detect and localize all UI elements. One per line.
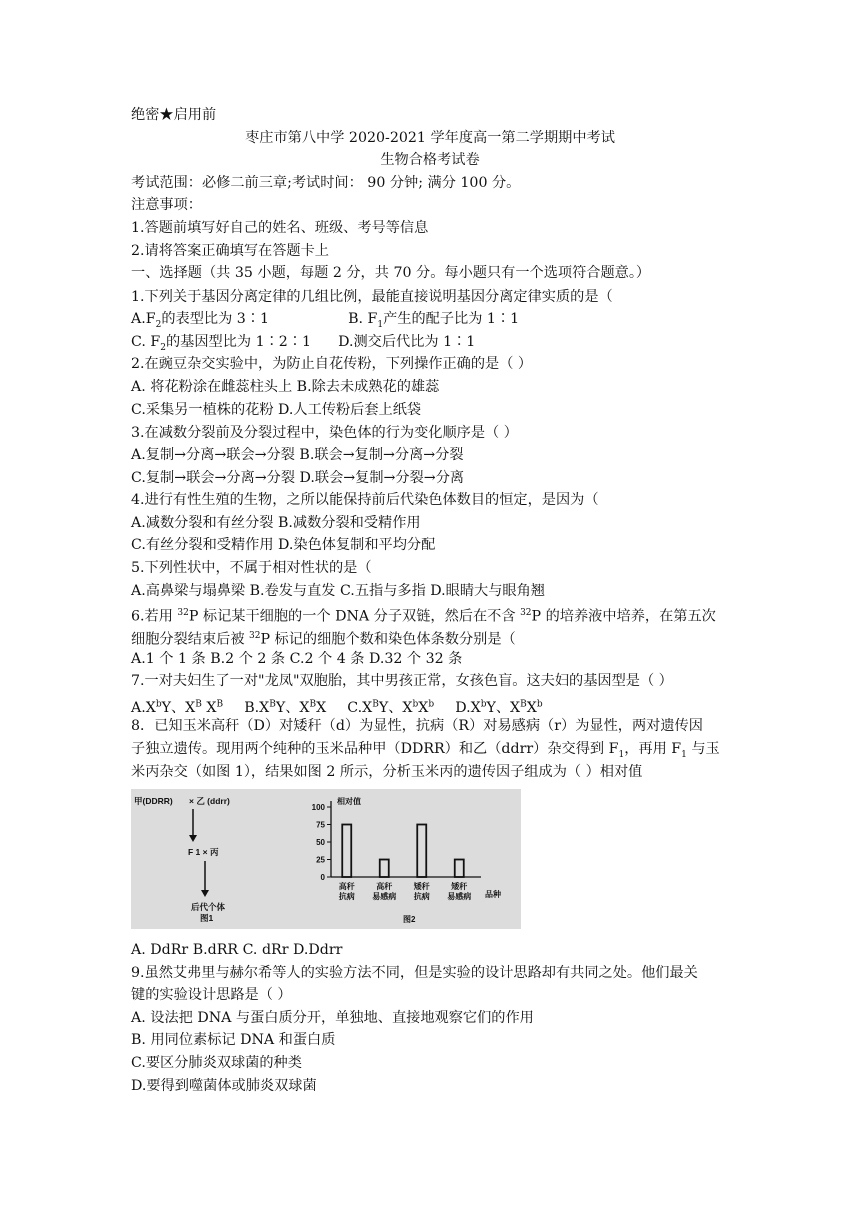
q7-stem: 7.一对夫妇生了一对"龙凤"双胞胎，其中男孩正常，女孩色盲。这夫妇的基因型是（ ）: [131, 673, 673, 689]
fig1-caption: 图1: [200, 913, 214, 923]
exam-title: 枣庄市第八中学 2020-2021 学年度高一第二学期期中考试: [245, 130, 615, 146]
chart-category-label: 高秆: [338, 882, 355, 891]
chart-y-tick-label: 75: [316, 820, 325, 830]
fig1-parents: 甲(DDRR): [134, 796, 173, 806]
q9-stem-line2: 键的实验设计思路是（ ）: [131, 987, 292, 1003]
chart-bar: [380, 860, 389, 878]
chart-y-tick-label: 0: [320, 873, 325, 882]
exam-scope: 考试范围：必修二前三章;考试时间： 90 分钟; 满分 100 分。: [131, 175, 521, 191]
q7-option-c: $C.X^BY$、$X^bX^b$: [347, 699, 435, 716]
chart-category-label: 矮秆: [451, 882, 468, 891]
exam-subtitle: 生物合格考试卷: [380, 152, 480, 168]
chart-category-label: 抗病: [338, 892, 355, 901]
q8-options: A. DdRr B.dRR C. dRr D.Ddrr: [131, 942, 343, 958]
chart-category-label: 易感病: [447, 892, 472, 901]
chart-category-label: 高秆: [376, 882, 393, 891]
chart-bar: [417, 825, 426, 878]
q8-stem-line3: 米丙杂交（如图 1），结果如图 2 所示，分析玉米丙的遗传因子组成为（ ）相对值: [131, 764, 643, 780]
q1-option-d: D.测交后代比为 1∶1: [338, 334, 476, 350]
fig1-offspring: 后代个体: [191, 902, 226, 912]
q6-options: A.1 个 1 条 B.2 个 2 条 C.2 个 4 条 D.32 个 32 条: [131, 651, 463, 667]
q3-stem: 3.在减数分裂前及分裂过程中，染色体的行为变化顺序是（ ）: [131, 425, 518, 441]
chart-category-label: 矮秆: [413, 882, 430, 891]
q9-option-c: C.要区分肺炎双球菌的种类: [131, 1055, 302, 1071]
chart-category-label: 易感病: [372, 892, 397, 901]
q1-stem: 1.下列关于基因分离定律的几组比例，最能直接说明基因分离定律实质的是（: [131, 289, 613, 305]
q8-figure: [131, 789, 521, 929]
q2-stem: 2.在豌豆杂交实验中，为防止自花传粉，下列操作正确的是（ ）: [131, 356, 533, 372]
q9-option-b: B. 用同位素标记 DNA 和蛋白质: [131, 1032, 336, 1048]
q5-options: A.高鼻梁与塌鼻梁 B.卷发与直发 C.五指与多指 D.眼睛大与眼角翘: [131, 583, 545, 599]
q1-option-a: $A.F_2$的表型比为 3∶1: [131, 311, 270, 330]
chart-y-tick-label: 25: [316, 855, 325, 865]
q2-options-cd: C.采集另一植株的花粉 D.人工传粉后套上纸袋: [131, 402, 422, 418]
chart-bar: [455, 860, 464, 878]
notice-heading: 注意事项：: [131, 197, 202, 213]
q6-stem-line1: 6.若用 $^{32}$P 标记某干细胞的一个 DNA 分子双链，然后在不含 $^{32}$P 的培养液中培养，在第五次: [131, 608, 716, 625]
q3-options-ab: A.复制→分离→联会→分裂 B.联会→复制→分离→分裂: [131, 447, 464, 463]
q8-stem-line2: 子独立遗传。现用两个纯种的玉米品种甲（DDRR）和乙（ddrr）杂交得到 $F_1$，再用 $F_1$ 与玉: [131, 741, 720, 760]
chart-bar: [342, 825, 351, 878]
chart-caption: 图2: [403, 915, 416, 924]
q9-stem-line1: 9.虽然艾弗里与赫尔希等人的实验方法不同，但是实验的设计思路却有共同之处。他们最关: [131, 965, 698, 981]
q4-options-ab: A.减数分裂和有丝分裂 B.减数分裂和受精作用: [131, 515, 421, 531]
section-heading: 一、选择题（共 35 小题，每题 2 分，共 70 分。每小题只有一个选项符合题意。）: [131, 265, 651, 281]
chart-title: 相对值: [337, 797, 361, 806]
q9-option-d: D.要得到噬菌体或肺炎双球菌: [131, 1078, 317, 1094]
q9-option-a: A. 设法把 DNA 与蛋白质分开，单独地、直接地观察它们的作用: [131, 1010, 534, 1026]
notice-1: 1.答题前填写好自己的姓名、班级、考号等信息: [131, 220, 429, 236]
chart-y-tick-label: 50: [316, 838, 325, 847]
chart-category-label: 抗病: [413, 892, 430, 901]
chart-xlabel: 品种: [485, 890, 501, 899]
notice-2: 2.请将答案正确填写在答题卡上: [131, 243, 329, 259]
q7-option-d: $D.X^bY$、$X^BX^b$: [455, 699, 543, 716]
q8-stem-line1: 8．已知玉米高秆（D）对矮秆（d）为显性，抗病（R）对易感病（r）为显性，两对遗传因: [131, 718, 703, 734]
q7-option-a: $A.X^bY$、$X^B$ $X^B$: [131, 699, 224, 716]
fig1-f1-cross: F 1 × 丙: [188, 847, 219, 857]
q1-option-b: B. $F_1$产生的配子比为 1∶1: [348, 311, 520, 330]
q5-stem: 5.下列性状中，不属于相对性状的是（: [131, 560, 372, 576]
q3-options-cd: C.复制→联会→分离→分裂 D.联会→复制→分裂→分离: [131, 470, 465, 486]
q4-stem: 4.进行有性生殖的生物，之所以能保持前后代染色体数目的恒定，是因为（: [131, 492, 599, 508]
fig1-arrowhead-2: [201, 890, 209, 897]
q4-options-cd: C.有丝分裂和受精作用 D.染色体复制和平均分配: [131, 537, 436, 553]
secret-mark: 绝密★启用前: [131, 107, 217, 123]
fig2-bar-chart: [312, 796, 502, 924]
q1-option-c: C. $F_2$的基因型比为 1∶2∶1: [131, 334, 312, 353]
fig1-arrowhead-1: [189, 835, 197, 842]
q7-option-b: $B.X^BY$、$X^BX$: [244, 699, 327, 716]
q6-stem-line2: 细胞分裂结束后被 $^{32}$P 标记的细胞个数和染色体条数分别是（: [131, 631, 516, 648]
fig1-cross: × 乙 (ddrr): [189, 796, 230, 806]
q8-figure-svg: [131, 789, 521, 929]
chart-y-tick-label: 100: [311, 803, 325, 812]
q2-options-ab: A. 将花粉涂在雌蕊柱头上 B.除去未成熟花的雄蕊: [131, 379, 440, 395]
